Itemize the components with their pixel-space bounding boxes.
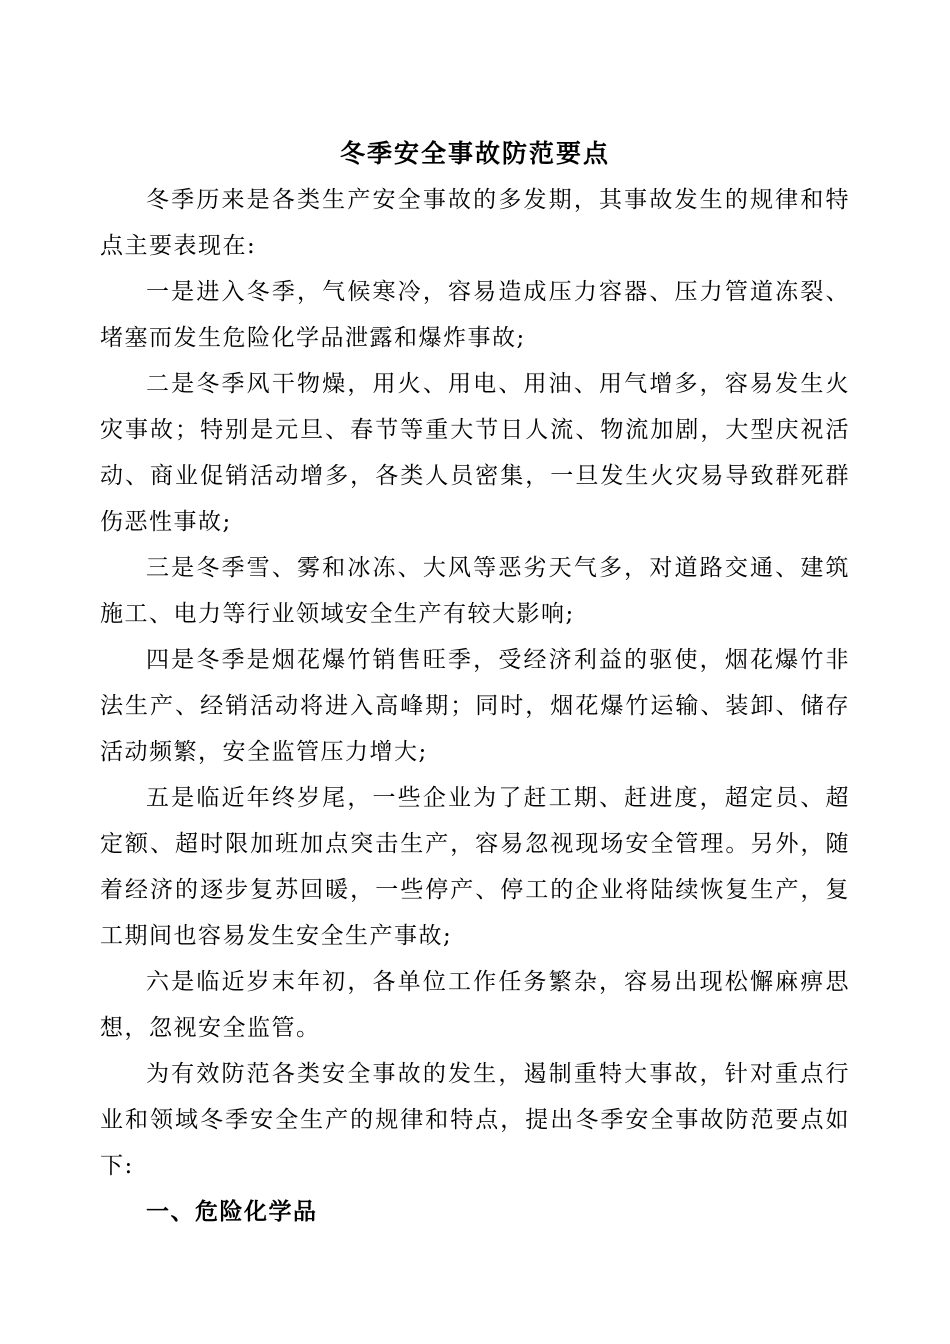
document-title: 冬季安全事故防范要点 [339,139,610,168]
point-five-paragraph: 五是临近年终岁尾，一些企业为了赶工期、赶进度，超定员、超定额、超时限加班加点突击生产，容易忽视现场安全管理。另外，随着经济的逐步复苏回暖，一些停产、停工的企业将陆续恢复生产，复工期间也容易发生安全生产事故; [100,785,850,949]
document-page [100,131,850,1235]
intro-paragraph: 冬季历来是各类生产安全事故的多发期，其事故发生的规律和特点主要表现在: [100,187,850,259]
summary-paragraph: 为有效防范各类安全事故的发生，遏制重特大事故，针对重点行业和领域冬季安全生产的规律和特点，提出冬季安全事故防范要点如下: [100,1061,850,1179]
point-one-paragraph: 一是进入冬季，气候寒冷，容易造成压力容器、压力管道冻裂、堵塞而发生危险化学品泄露和爆炸事故; [100,279,850,351]
point-two-paragraph: 二是冬季风干物燥，用火、用电、用油、用气增多，容易发生火灾事故；特别是元旦、春节等重大节日人流、物流加剧，大型庆祝活动、商业促销活动增多，各类人员密集，一旦发生火灾易导致群死群伤恶性事故; [100,371,850,535]
point-three-paragraph: 三是冬季雪、雾和冰冻、大风等恶劣天气多，对道路交通、建筑施工、电力等行业领域安全生产有较大影响; [100,555,850,627]
point-four-paragraph: 四是冬季是烟花爆竹销售旺季，受经济利益的驱使，烟花爆竹非法生产、经销活动将进入高峰期；同时，烟花爆竹运输、装卸、储存活动频繁，安全监管压力增大; [100,647,850,765]
section-heading: 一、危险化学品 [146,1198,318,1225]
point-six-paragraph: 六是临近岁末年初，各单位工作任务繁杂，容易出现松懈麻痹思想，忽视安全监管。 [100,969,850,1041]
